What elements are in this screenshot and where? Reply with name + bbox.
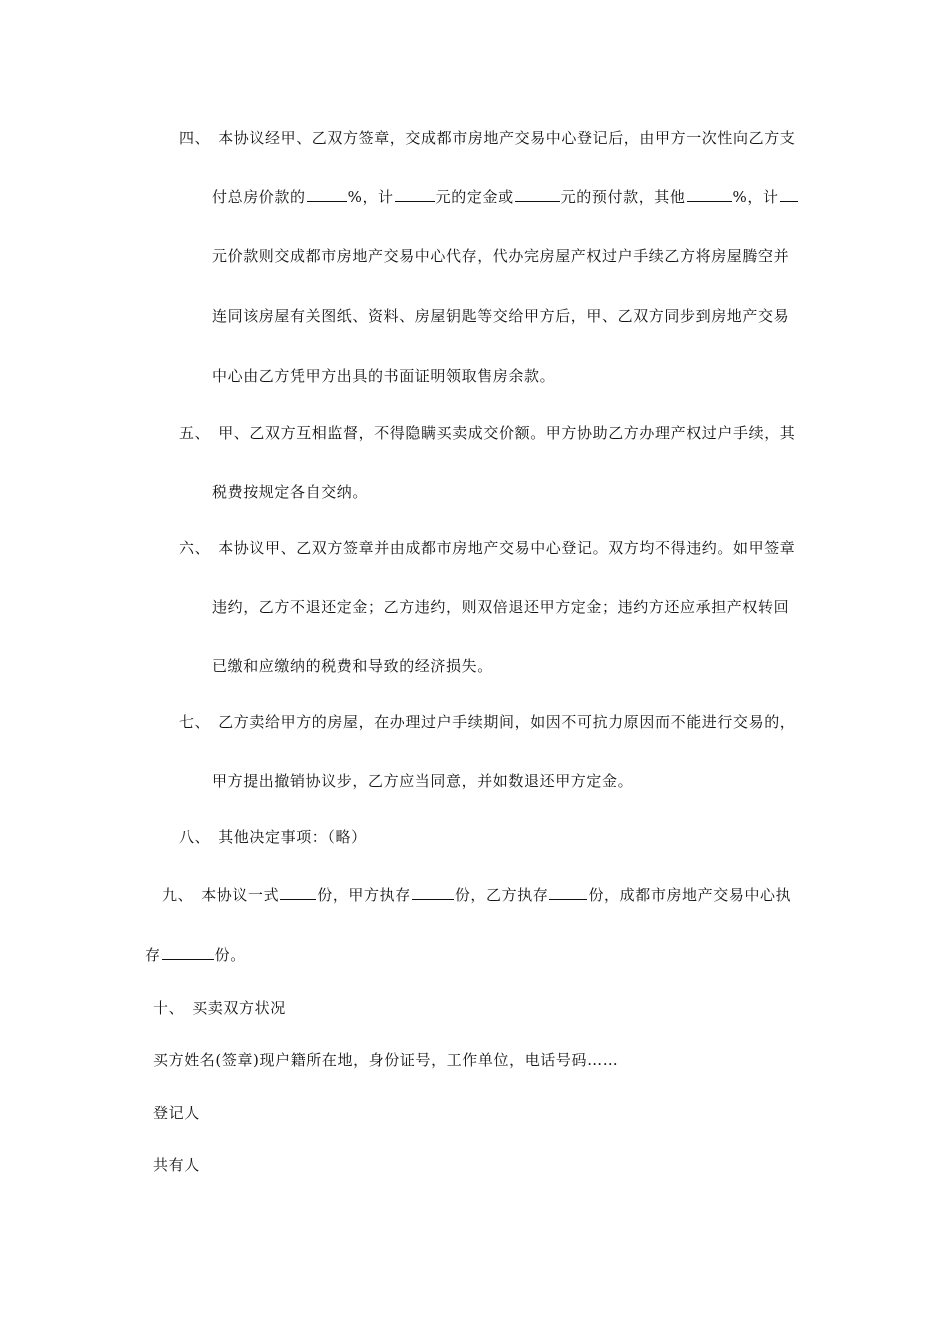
clause-7-number: 七、 (179, 713, 211, 731)
co-owner-label: 共有人 (153, 1156, 200, 1174)
clause-4-number: 四、 (179, 129, 211, 147)
clause-4-line-1 (179, 128, 795, 148)
clause-10-text-1: 买卖双方状况 (192, 999, 286, 1017)
blank-other-amount[interactable] (780, 187, 798, 202)
clause-4-text-2d: 元的预付款，其他 (560, 188, 686, 206)
buyer-info-line: 买方姓名(签章)现户籍所在地，身份证号，工作单位，电话号码…… (153, 1051, 619, 1069)
clause-9-text-1a: 本协议一式 (201, 886, 280, 904)
clause-9-text-1b: 份，甲方执存 (317, 886, 411, 904)
clause-7-line-1 (179, 712, 795, 732)
blank-prepayment-amount[interactable] (515, 187, 560, 202)
blank-other-percent[interactable] (687, 187, 732, 202)
clause-6-line-3: 已缴和应缴纳的税费和导致的经济损失。 (212, 657, 493, 675)
clause-9-line-1 (162, 885, 791, 905)
clause-8-line-1 (179, 827, 367, 847)
clause-4-text-1: 本协议经甲、乙双方签章，交成都市房地产交易中心登记后，由甲方一次性向乙方支 (218, 129, 796, 147)
clause-5-line-1 (179, 423, 795, 443)
registrant-label: 登记人 (153, 1104, 200, 1122)
clause-9-line-2 (145, 945, 246, 965)
clause-6-text-1: 本协议甲、乙双方签章并由成都市房地产交易中心登记。双方均不得违约。如甲签章 (218, 539, 796, 557)
clause-7-text-1: 乙方卖给甲方的房屋，在办理过户手续期间，如因不可抗力原因而不能进行交易的， (218, 713, 796, 731)
clause-4-line-5: 中心由乙方凭甲方出具的书面证明领取售房余款。 (212, 367, 556, 385)
clause-10-number: 十、 (153, 999, 185, 1017)
clause-4-text-2a: 付总房价款的 (212, 188, 306, 206)
clause-8-text-1: 其他决定事项：（略） (218, 828, 367, 846)
blank-copies-total[interactable] (280, 885, 316, 900)
clause-5-text-1: 甲、乙双方互相监督，不得隐瞒买卖成交价额。甲方协助乙方办理产权过户手续，其 (218, 424, 796, 442)
clause-9-number: 九、 (162, 886, 194, 904)
blank-copies-party-a[interactable] (412, 885, 454, 900)
blank-copies-party-b[interactable] (549, 885, 587, 900)
clause-8-number: 八、 (179, 828, 211, 846)
clause-4-text-2c: 元的定金或 (435, 188, 514, 206)
clause-5-number: 五、 (179, 424, 211, 442)
clause-9-text-2a: 存 (145, 946, 161, 964)
clause-7-line-2: 甲方提出撤销协议步，乙方应当同意，并如数退还甲方定金。 (212, 772, 634, 790)
clause-6-line-1 (179, 538, 795, 558)
clause-6-line-2: 违约，乙方不退还定金；乙方违约，则双倍退还甲方定金；违约方还应承担产权转回 (212, 598, 790, 616)
blank-total-price-percent[interactable] (307, 187, 347, 202)
clause-10-line-1 (153, 998, 286, 1018)
clause-4-line-3: 元价款则交成都市房地产交易中心代存，代办完房屋产权过户手续乙方将房屋腾空并 (212, 247, 790, 265)
clause-9-text-1c: 份，乙方执存 (454, 886, 549, 904)
clause-5-line-2: 税费按规定各自交纳。 (212, 483, 369, 501)
blank-deposit-amount[interactable] (395, 187, 435, 202)
clause-4-text-2e: %，计 (732, 188, 779, 206)
clause-9-text-2b: 份。 (214, 946, 246, 964)
clause-9-text-1d: 份，成都市房地产交易中心执 (588, 886, 792, 904)
clause-6-number: 六、 (179, 539, 211, 557)
blank-copies-center[interactable] (162, 945, 214, 960)
clause-4-text-2b: %，计 (347, 188, 394, 206)
clause-4-line-4: 连同该房屋有关图纸、资料、房屋钥匙等交给甲方后，甲、乙双方同步到房地产交易 (212, 307, 790, 325)
clause-4-line-2 (212, 187, 799, 207)
